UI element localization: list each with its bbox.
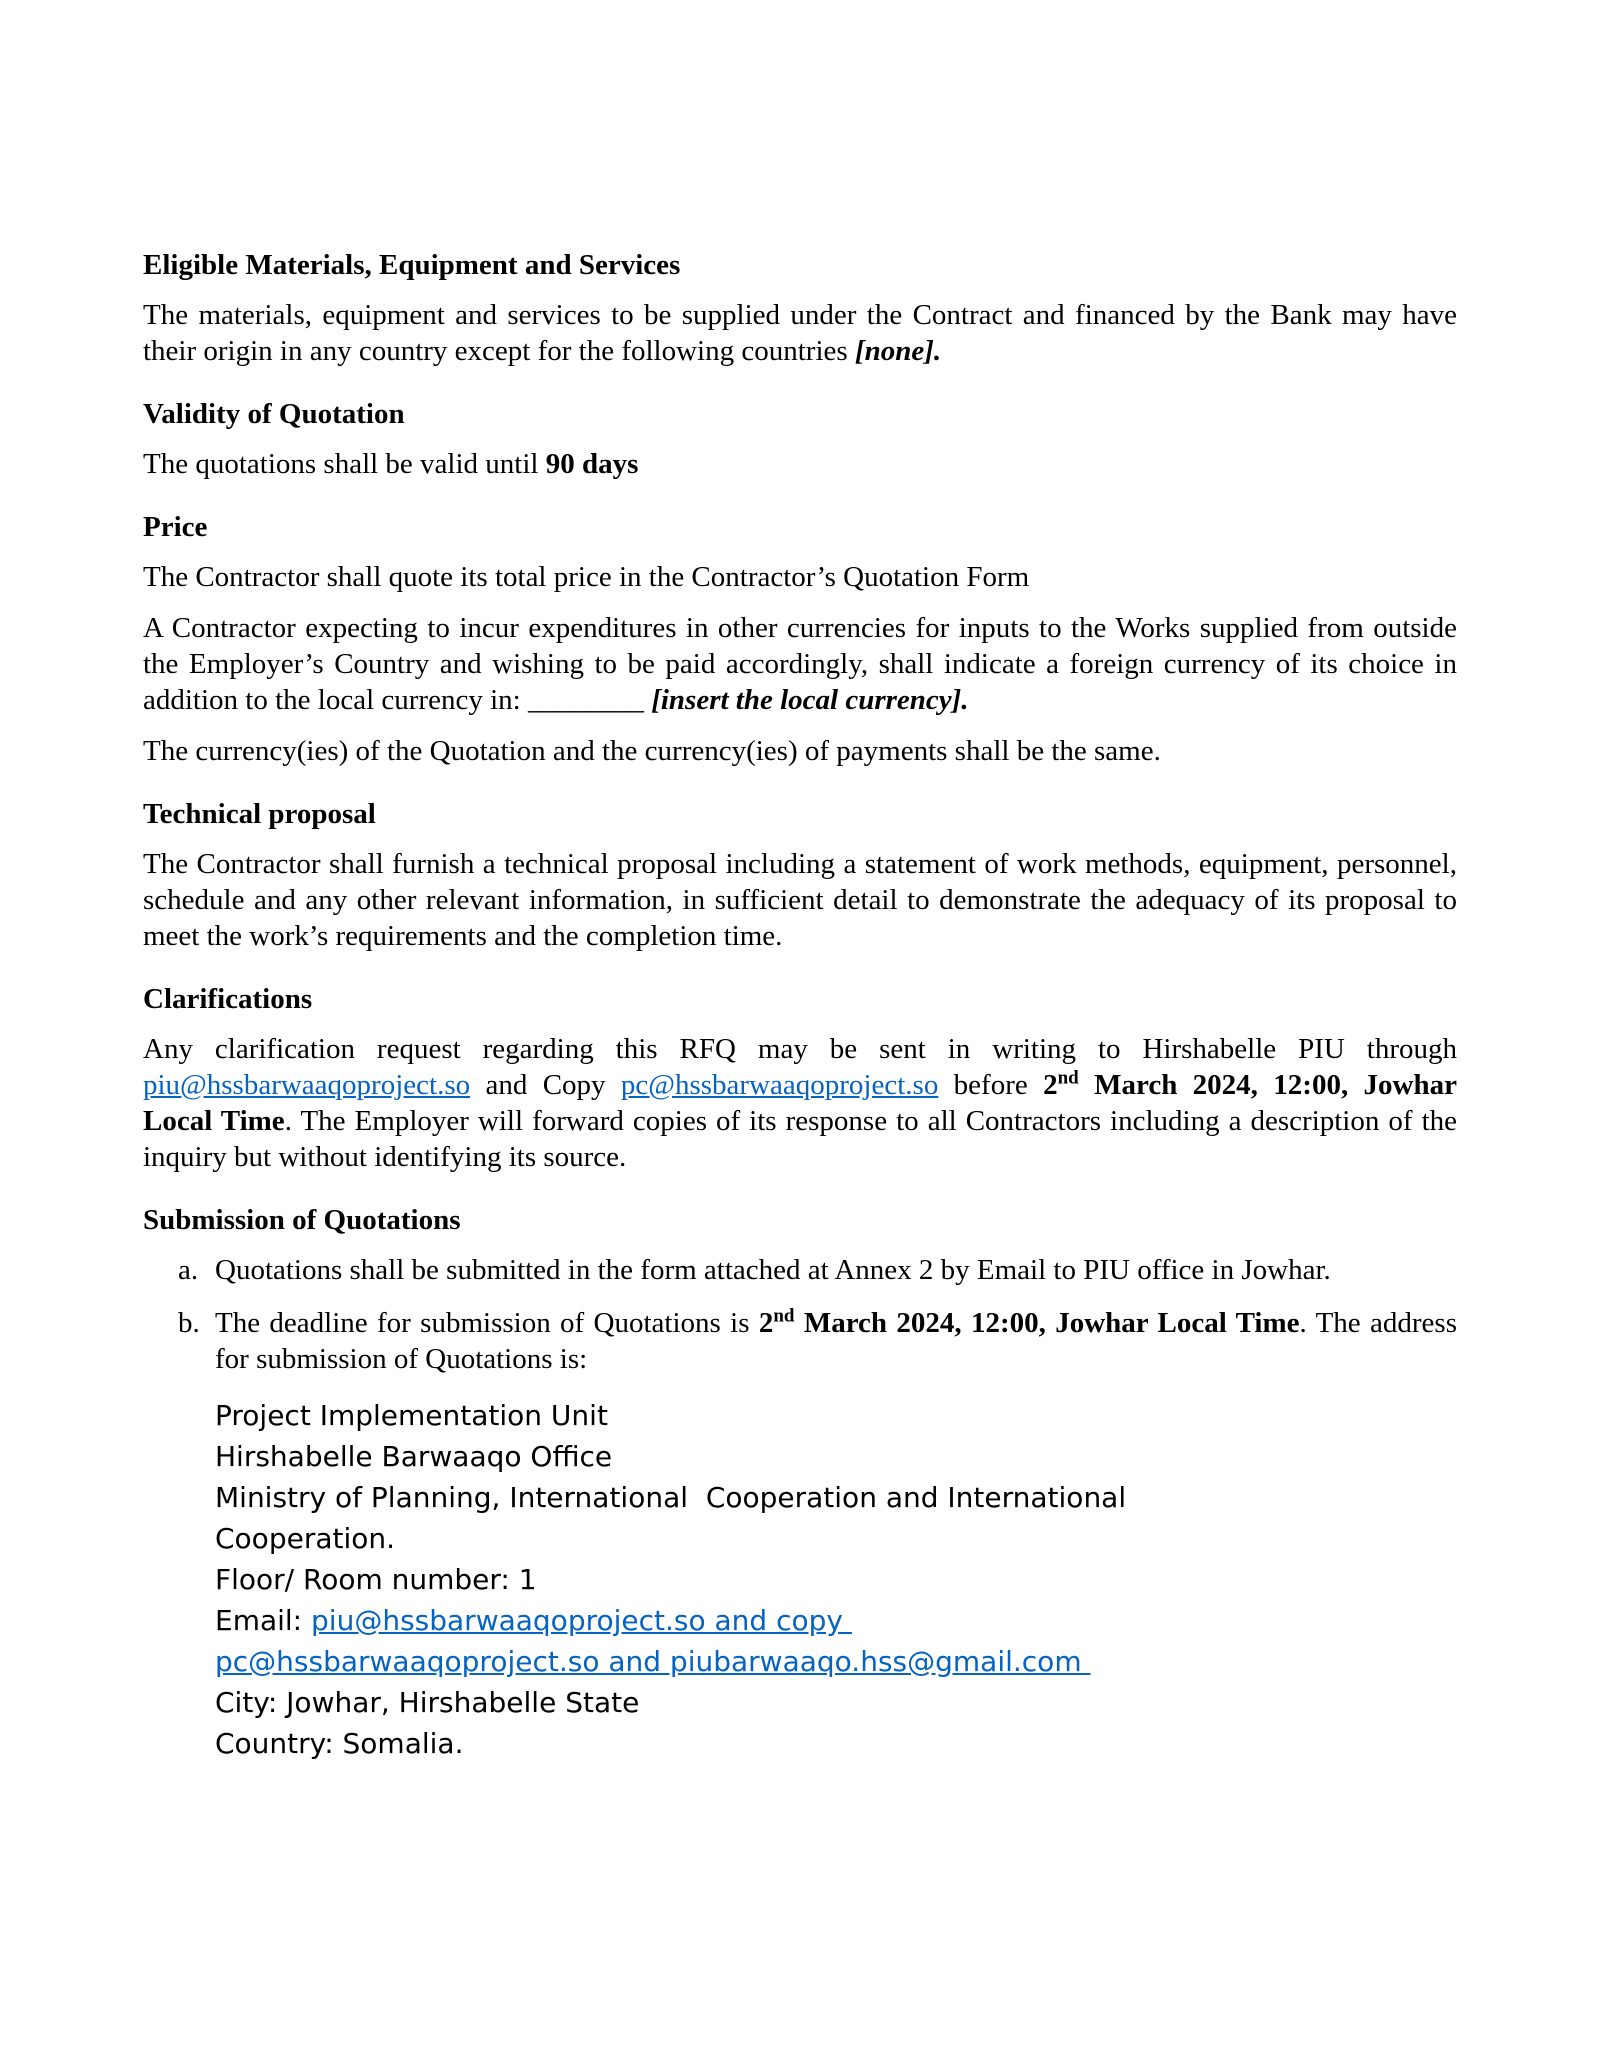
- submission-address-block: [215, 1395, 1457, 1764]
- text-run-90-days: 90 days: [545, 448, 639, 480]
- heading-clarifications: Clarifications: [143, 983, 313, 1015]
- email-link-pc-clarifications[interactable]: pc@hssbarwaaqoproject.so: [620, 1069, 939, 1101]
- email-link-piu-clarifications[interactable]: piu@hssbarwaaqoproject.so: [143, 1069, 471, 1101]
- list-text-a: Quotations shall be submitted in the form attached at Annex 2 by Email to PIU office in Jowhar.: [215, 1254, 1331, 1286]
- address-line-floor-room: Floor/ Room number: 1: [215, 1563, 537, 1596]
- text-run: The currency(ies) of the Quotation and the currency(ies) of payments shall be the same.: [143, 735, 1161, 767]
- blank-line: ________: [527, 684, 644, 716]
- text-run: The Contractor shall furnish a technical proposal including a statement of work methods, equipment, personnel, schedule and any other relevant information, in sufficient detail to demonstrate the adequacy of its proposal to meet the work’s requirements and the completion time.: [143, 848, 1457, 952]
- address-line-city: City: Jowhar, Hirshabelle State: [215, 1686, 640, 1719]
- list-text-b: [215, 1305, 1457, 1377]
- text-run-deadline-day: 2: [758, 1307, 774, 1339]
- text-run-deadline: March 2024, 12:00, Jowhar Local Time: [143, 1069, 1457, 1137]
- paragraph-price-2: [143, 610, 1457, 718]
- address-line-email-2: [215, 1641, 1457, 1682]
- heading-eligible-materials: Eligible Materials, Equipment and Services: [143, 249, 681, 281]
- email-label: Email:: [215, 1604, 312, 1637]
- text-run: . The Employer will forward copies of its response to all Contractors including a description of the inquiry but without identifying its source.: [143, 1105, 1457, 1173]
- paragraph-validity: [143, 446, 1457, 482]
- text-run: The Contractor shall quote its total price in the Contractor’s Quotation Form: [143, 561, 1030, 593]
- paragraph-technical-proposal: [143, 846, 1457, 954]
- email-link-piu-and-copy[interactable]: piu@hssbarwaaqoproject.so and copy: [311, 1604, 852, 1637]
- paragraph-price-1: [143, 559, 1457, 595]
- text-run: The quotations shall be valid until: [143, 448, 546, 480]
- paragraph-clarifications: [143, 1031, 1457, 1175]
- address-line-ministry: Ministry of Planning, International Cooperation and International: [215, 1481, 1127, 1514]
- paragraph-eligible-materials: [143, 297, 1457, 369]
- text-run: A Contractor expecting to incur expenditures in other currencies for inputs to the Works supplied from outside the Employer’s Country and wishing to be paid accordingly, shall indicate a foreign currency of its choice in addition to the local currency in:: [143, 612, 1457, 716]
- text-run-deadline-day: 2: [1043, 1069, 1058, 1101]
- address-line-office: Hirshabelle Barwaaqo Office: [215, 1440, 613, 1473]
- text-run: Any clarification request regarding this RFQ may be sent in writing to Hirshabelle PIU through: [143, 1033, 1457, 1065]
- text-run: . The address for submission of Quotations is:: [215, 1307, 1457, 1375]
- list-item-b: [143, 1305, 1457, 1377]
- text-run: The materials, equipment and services to be supplied under the Contract and financed by the Bank may have their origin in any country except for the following countries: [143, 299, 1457, 367]
- heading-technical-proposal: Technical proposal: [143, 798, 376, 830]
- text-run-none: [none].: [854, 335, 942, 367]
- address-line-unit: Project Implementation Unit: [215, 1399, 608, 1432]
- text-run: and Copy: [470, 1069, 621, 1101]
- address-line-country: Country: Somalia.: [215, 1727, 464, 1760]
- list-marker-b: b.: [178, 1307, 200, 1339]
- text-run-insert-currency: [insert the local currency].: [643, 684, 969, 716]
- ordinal-superscript: nd: [773, 1305, 795, 1327]
- list-marker-a: a.: [178, 1254, 199, 1286]
- text-run-deadline: March 2024, 12:00, Jowhar Local Time: [794, 1307, 1300, 1339]
- ordinal-superscript: nd: [1057, 1067, 1079, 1089]
- heading-price: Price: [143, 511, 208, 543]
- address-line-ministry-wrap: Cooperation.: [215, 1522, 396, 1555]
- address-line-email: [215, 1600, 1457, 1641]
- paragraph-price-3: [143, 733, 1457, 769]
- text-run: The deadline for submission of Quotations is: [215, 1307, 759, 1339]
- heading-validity: Validity of Quotation: [143, 398, 405, 430]
- text-run: before: [938, 1069, 1044, 1101]
- list-item-a: [143, 1252, 1457, 1288]
- email-link-pc-and-gmail[interactable]: pc@hssbarwaaqoproject.so and piubarwaaqo.hss@gmail.com: [215, 1645, 1091, 1678]
- heading-submission: Submission of Quotations: [143, 1204, 461, 1236]
